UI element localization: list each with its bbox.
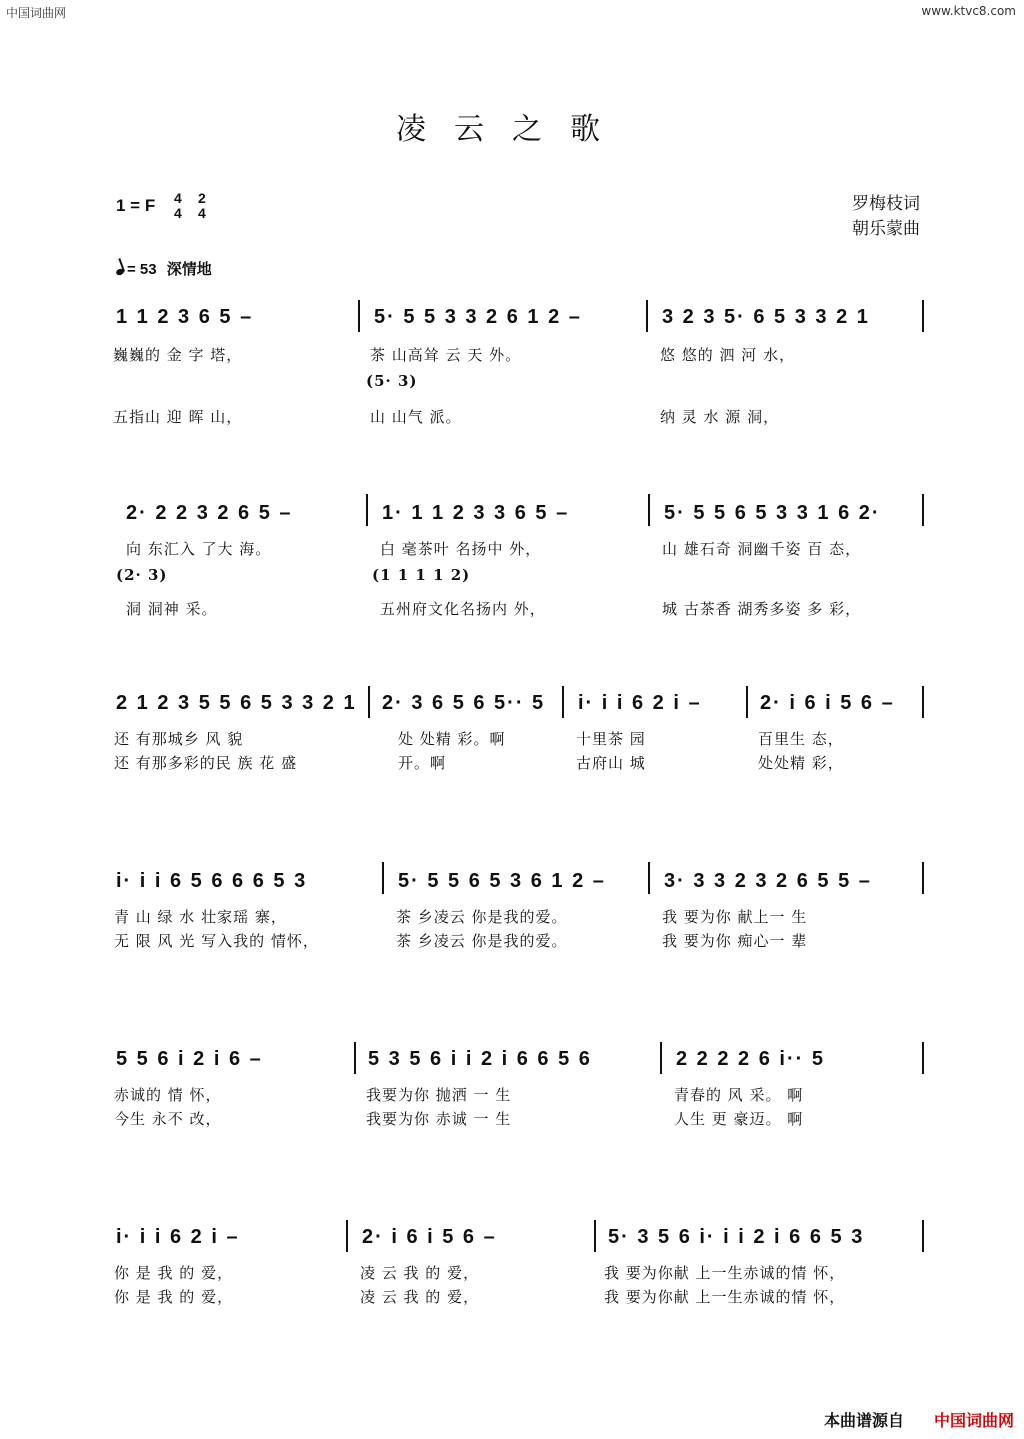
lyrics-verse-2: 我 要为你 痴心一 辈: [662, 932, 808, 950]
lyrics-verse-1: 我要为你 抛洒 一 生: [366, 1086, 512, 1104]
lyrics-verse-1: 处 处精 彩。啊: [398, 730, 506, 748]
lyrics-verse-1: 青 山 绿 水 壮家瑶 寨，: [114, 908, 287, 926]
notes-measure: 5 3 5 6 i i 2 i 6 6 5 6: [368, 1048, 592, 1070]
lyrics-verse-2: 人生 更 豪迈。 啊: [674, 1110, 804, 1128]
lyrics-verse-2: 无 限 风 光 写入我的 情怀，: [114, 932, 319, 950]
bar-line: [922, 1042, 924, 1074]
lyrics-verse-2: 还 有那多彩的民 族 花 盛: [114, 754, 298, 772]
lyrics-verse-1: 山 雄石奇 洞幽千姿 百 态，: [662, 540, 862, 558]
bar-line: [368, 686, 370, 718]
lyrics-verse-1: 白 毫茶叶 名扬中 外，: [380, 540, 542, 558]
lyrics-verse-1: 我 要为你献 上一生赤诚的情 怀，: [604, 1264, 846, 1282]
notes-measure: 2· 2 2 3 2 6 5 –: [126, 502, 293, 524]
footer-site-link[interactable]: 中国词曲网: [933, 1411, 1014, 1430]
notes-measure: 1· 1 1 2 3 3 6 5 –: [382, 502, 570, 524]
alternate-notes: (5· 3): [366, 372, 418, 390]
notes-measure: i· i i 6 2 i –: [116, 1226, 240, 1248]
bar-line: [922, 1220, 924, 1252]
bar-line: [358, 300, 360, 332]
notes-measure: 5 5 6 i 2 i 6 –: [116, 1048, 263, 1070]
lyrics-verse-1: 悠 悠的 泗 河 水，: [660, 346, 796, 364]
composer: 朝乐蒙曲: [852, 219, 920, 239]
lyrics-verse-2: 古府山 城: [576, 754, 646, 772]
notes-measure: 2· i 6 i 5 6 –: [362, 1226, 497, 1248]
lyrics-verse-1: 百里生 态，: [758, 730, 844, 748]
bar-line: [648, 494, 650, 526]
notes-measure: i· i i 6 5 6 6 6 5 3: [116, 870, 308, 892]
time-sig-numerator: 2: [198, 190, 206, 206]
notes-measure: 3· 3 3 2 3 2 6 5 5 –: [664, 870, 872, 892]
lyrics-verse-2: 五州府文化名扬内 外，: [380, 600, 546, 618]
lyrics-verse-2: 洞 洞神 采。: [126, 600, 218, 618]
lyrics-verse-1: 青春的 风 采。 啊: [674, 1086, 804, 1104]
bar-line: [366, 494, 368, 526]
notes-measure: 1 1 2 3 6 5 –: [116, 306, 254, 328]
bar-line: [660, 1042, 662, 1074]
lyrics-verse-1: 十里茶 园: [576, 730, 646, 748]
time-sig-denominator: 4: [198, 205, 206, 221]
credits: [852, 192, 920, 242]
time-sig-numerator: 4: [174, 190, 182, 206]
lyrics-verse-1: 巍巍的 金 字 塔，: [113, 346, 243, 364]
bar-line: [562, 686, 564, 718]
notes-measure: 2· i 6 i 5 6 –: [760, 692, 895, 714]
lyrics-verse-1: 凌 云 我 的 爱，: [360, 1264, 480, 1282]
lyrics-verse-2: 我要为你 赤诚 一 生: [366, 1110, 512, 1128]
lyrics-verse-1: 还 有那城乡 风 貌: [114, 730, 244, 748]
quarter-note-icon: [115, 268, 125, 276]
tempo-marking: [116, 258, 212, 279]
lyrics-verse-2: 今生 永不 改，: [114, 1110, 222, 1128]
alternate-notes: (2· 3): [116, 566, 168, 584]
tempo-expression: 深情地: [166, 261, 212, 278]
bar-line: [922, 862, 924, 894]
lyrics-verse-2: 五指山 迎 晖 山，: [113, 408, 243, 426]
key-signature: 1 = F: [116, 196, 156, 215]
bar-line: [382, 862, 384, 894]
site-url-right: www.ktvc8.com: [921, 4, 1016, 18]
bar-line: [648, 862, 650, 894]
footer-source-label: 本曲谱源自: [823, 1411, 904, 1430]
lyricist: 罗梅枝词: [852, 194, 920, 214]
lyrics-verse-2: 城 古茶香 湖秀多姿 多 彩，: [662, 600, 862, 618]
notes-measure: 2· 3 6 5 6 5·· 5: [382, 692, 546, 714]
notes-measure: 2 2 2 2 6 i·· 5: [676, 1048, 825, 1070]
alternate-notes: (1 1 1 1 2): [372, 566, 471, 584]
bar-line: [922, 686, 924, 718]
bar-line: [346, 1220, 348, 1252]
notes-measure: 5· 3 5 6 i· i i 2 i 6 6 5 3: [608, 1226, 865, 1248]
lyrics-verse-2: 开。啊: [398, 754, 447, 772]
lyrics-verse-1: 你 是 我 的 爱，: [114, 1264, 234, 1282]
lyrics-verse-2: 山 山气 派。: [370, 408, 462, 426]
lyrics-verse-2: 处处精 彩，: [758, 754, 844, 772]
bar-line: [354, 1042, 356, 1074]
lyrics-verse-1: 向 东汇入 了大 海。: [126, 540, 272, 558]
lyrics-verse-1: 茶 乡凌云 你是我的爱。: [396, 908, 568, 926]
lyrics-verse-2: 纳 灵 水 源 洞，: [660, 408, 780, 426]
tempo-value: = 53: [127, 261, 157, 278]
lyrics-verse-2: 凌 云 我 的 爱，: [360, 1288, 480, 1306]
time-signature-4-4: [174, 191, 182, 221]
bar-line: [922, 300, 924, 332]
time-sig-denominator: 4: [174, 205, 182, 221]
notes-measure: 2 1 2 3 5 5 6 5 3 3 2 1: [116, 692, 357, 714]
notes-measure: 5· 5 5 6 5 3 3 1 6 2·: [664, 502, 881, 524]
lyrics-verse-1: 茶 山高耸 云 天 外。: [370, 346, 522, 364]
time-signature-2-4: [198, 191, 206, 221]
notes-measure: 5· 5 5 3 3 2 6 1 2 –: [374, 306, 582, 328]
notes-measure: 3 2 3 5· 6 5 3 3 2 1: [662, 306, 870, 328]
bar-line: [922, 494, 924, 526]
song-title: 凌云之歌: [396, 112, 628, 147]
lyrics-verse-2: 茶 乡凌云 你是我的爱。: [396, 932, 568, 950]
lyrics-verse-1: 我 要为你 献上一 生: [662, 908, 808, 926]
bar-line: [594, 1220, 596, 1252]
notes-measure: 5· 5 5 6 5 3 6 1 2 –: [398, 870, 606, 892]
bar-line: [746, 686, 748, 718]
lyrics-verse-2: 我 要为你献 上一生赤诚的情 怀，: [604, 1288, 846, 1306]
notes-measure: i· i i 6 2 i –: [578, 692, 702, 714]
bar-line: [646, 300, 648, 332]
lyrics-verse-2: 你 是 我 的 爱，: [114, 1288, 234, 1306]
site-name-left: 中国词曲网: [6, 6, 67, 20]
lyrics-verse-1: 赤诚的 情 怀，: [114, 1086, 222, 1104]
